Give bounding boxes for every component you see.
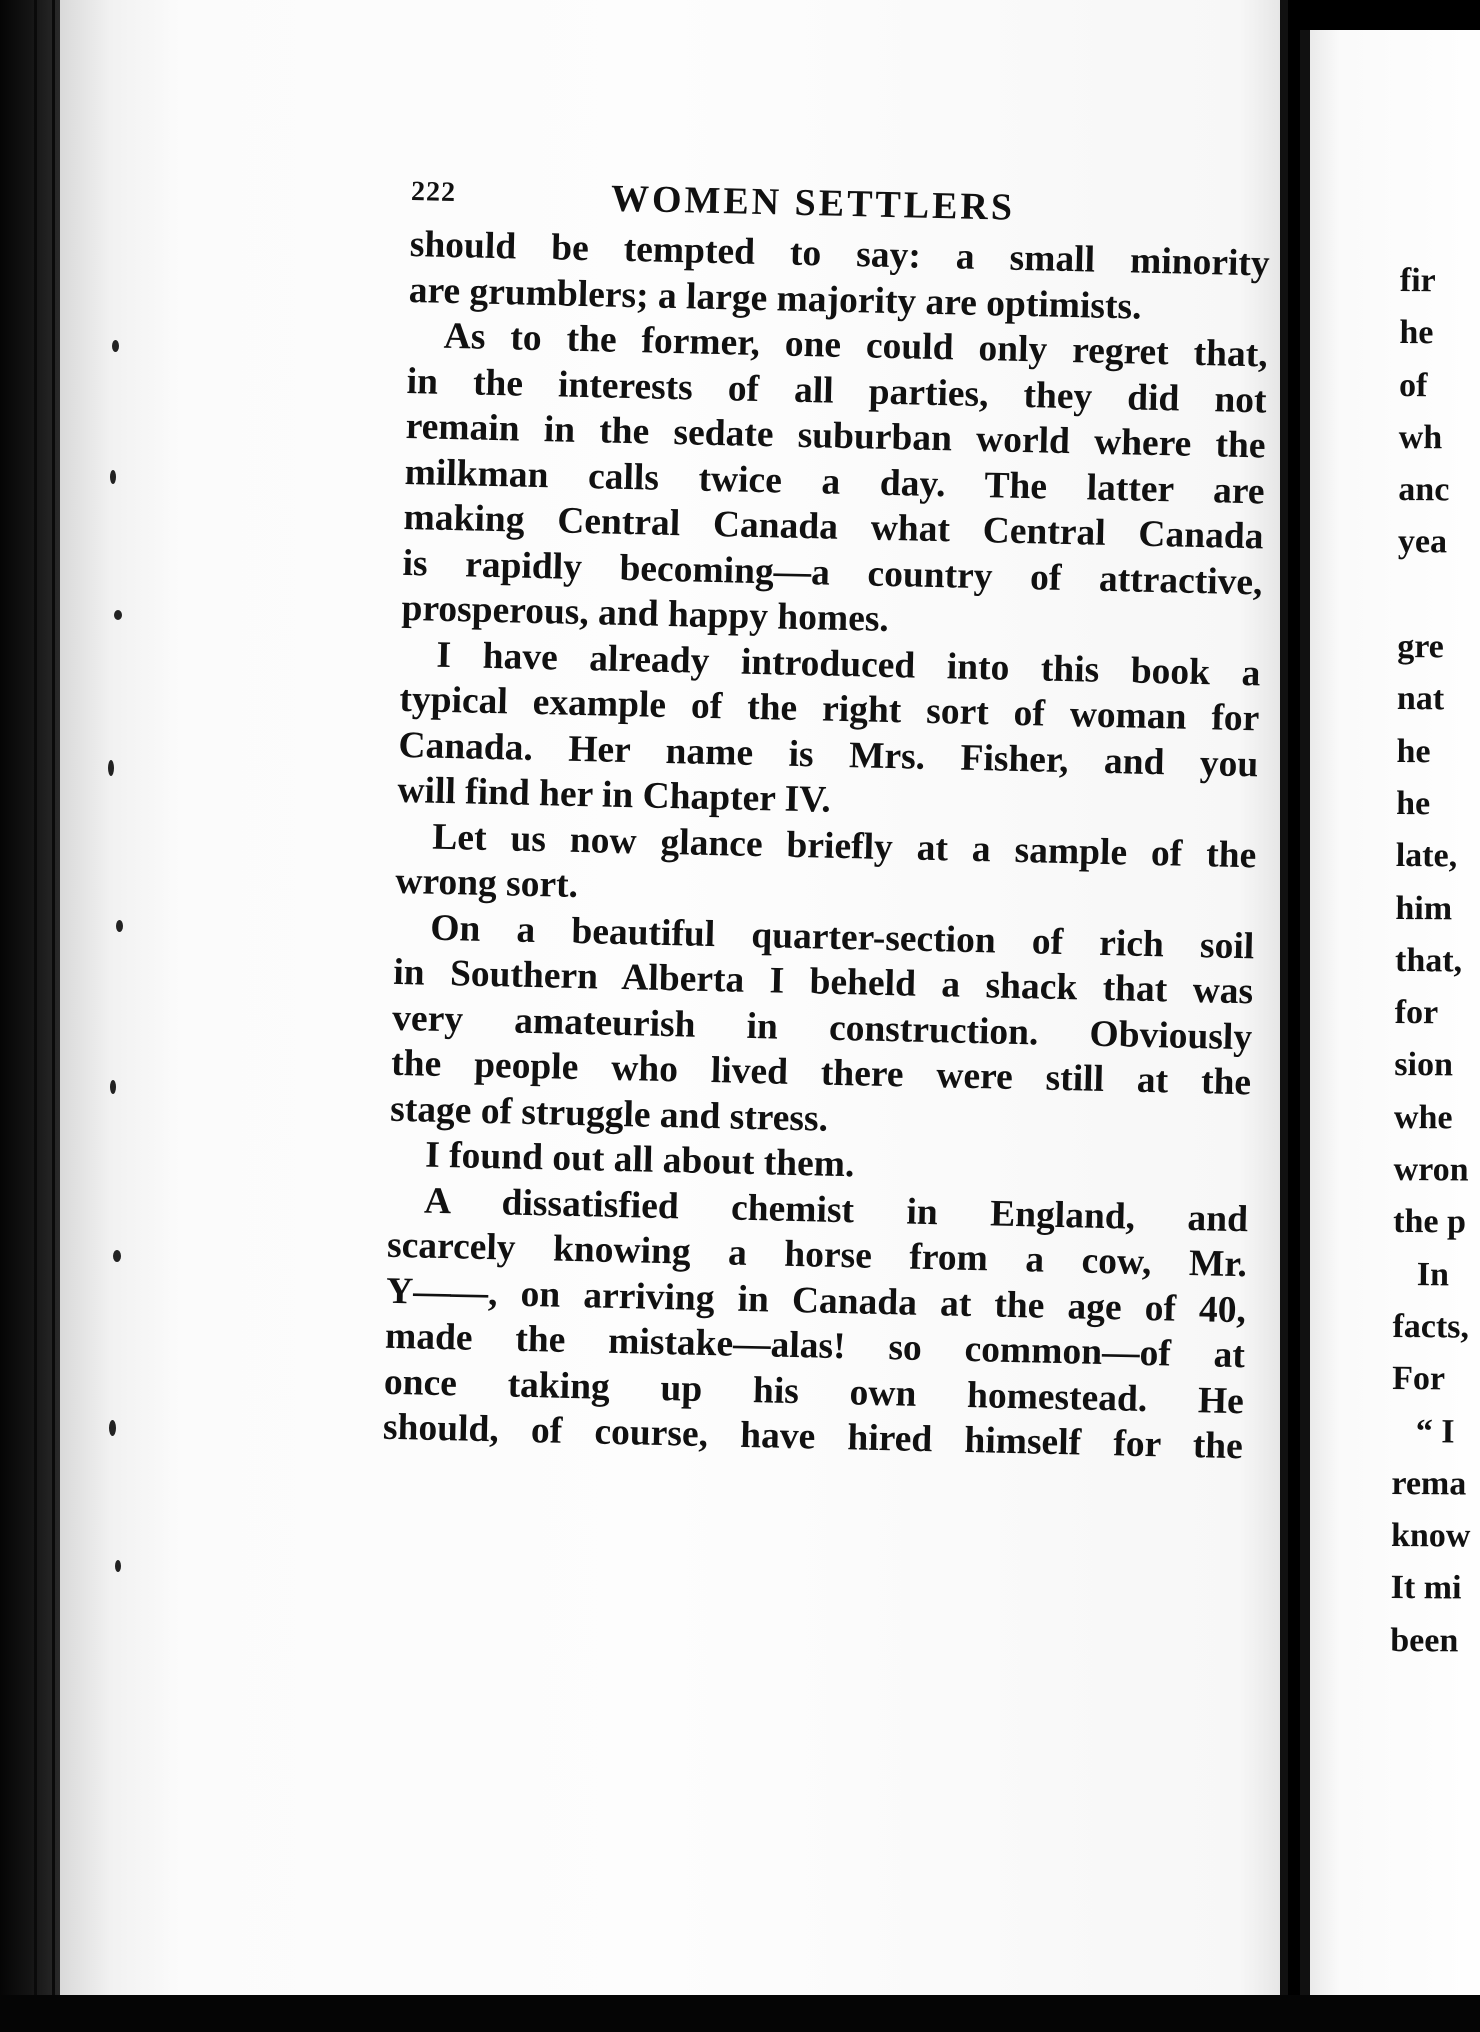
right-page-line: yea bbox=[1397, 523, 1448, 561]
page-speck bbox=[108, 760, 114, 776]
right-page-line: the p bbox=[1393, 1203, 1467, 1241]
page-speck bbox=[110, 1080, 116, 1094]
right-page-line: know bbox=[1390, 1517, 1471, 1555]
right-page-line: facts, bbox=[1392, 1307, 1470, 1346]
text-line: the people who lived there were still at the bbox=[390, 1042, 1252, 1104]
right-page-line: fir bbox=[1399, 261, 1436, 300]
text-line: As to the former, one could only regret that, bbox=[443, 315, 1269, 376]
right-page-line: wh bbox=[1398, 418, 1443, 457]
text-line: in the interests of all parties, they did not bbox=[406, 360, 1268, 421]
right-page-text bbox=[1390, 255, 1479, 1668]
text-line: Canada. Her name is Mrs. Fisher, and you bbox=[398, 724, 1259, 785]
text-line: in Southern Alberta I beheld a shack that was bbox=[392, 951, 1254, 1013]
right-page-line: For bbox=[1392, 1360, 1446, 1398]
text-line: Y——, on arriving in Canada at the age of 40, bbox=[385, 1270, 1247, 1331]
text-line: remain in the sedate suburban world where the bbox=[405, 405, 1266, 467]
text-line: A dissatisfied chemist in England, and bbox=[423, 1180, 1249, 1240]
right-page-line: him bbox=[1395, 889, 1453, 927]
text-line: will find her in Chapter IV. bbox=[397, 769, 832, 821]
page-speck bbox=[110, 470, 116, 484]
right-page-line: late, bbox=[1395, 837, 1458, 875]
text-line: typical example of the right sort of woman for bbox=[399, 678, 1260, 740]
right-page-line: for bbox=[1394, 994, 1439, 1032]
page-number: 222 bbox=[410, 176, 457, 209]
right-page-line: wron bbox=[1393, 1151, 1469, 1189]
body-text bbox=[293, 220, 1271, 1470]
text-line: Let us now glance briefly at a sample of the bbox=[431, 816, 1257, 876]
page-speck bbox=[112, 340, 119, 352]
text-line: I found out all about them. bbox=[424, 1134, 855, 1186]
page-speck bbox=[116, 920, 123, 932]
right-page-line: he bbox=[1399, 314, 1434, 352]
text-line: once taking up his own homestead. He bbox=[383, 1361, 1245, 1422]
text-line: stage of struggle and stress. bbox=[389, 1088, 829, 1140]
text-line: wrong sort. bbox=[394, 860, 579, 906]
binding-edge-line bbox=[52, 0, 55, 2032]
text-line: very amateurish in construction. Obviously bbox=[391, 997, 1253, 1058]
text-line: I have already introduced into this book a bbox=[436, 634, 1261, 694]
right-page-line: gre bbox=[1397, 628, 1444, 666]
right-page-line: whe bbox=[1393, 1098, 1453, 1137]
right-page-line: of bbox=[1398, 366, 1428, 404]
right-page-line: that, bbox=[1394, 941, 1463, 980]
page-speck bbox=[114, 610, 122, 620]
right-page-line: sion bbox=[1394, 1046, 1454, 1084]
text-line: should, of course, have hired himself for the bbox=[382, 1406, 1244, 1468]
text-line: made the mistake—alas! so common—of at bbox=[384, 1315, 1246, 1377]
page-text-block bbox=[293, 150, 1272, 1470]
page-title: WOMEN SETTLERS bbox=[610, 177, 1016, 229]
text-line: making Central Canada what Central Canada bbox=[403, 496, 1264, 558]
right-page-line bbox=[1397, 569, 1477, 622]
right-page-line: rema bbox=[1391, 1464, 1467, 1503]
text-line: milkman calls twice a day. The latter are bbox=[404, 451, 1265, 512]
right-page-line: nat bbox=[1396, 680, 1445, 718]
right-page-line: he bbox=[1396, 784, 1431, 823]
text-line: prosperous, and happy homes. bbox=[401, 587, 890, 640]
text-line: is rapidly becoming—a country of attractive, bbox=[402, 542, 1263, 603]
page-speck bbox=[109, 1420, 116, 1436]
right-page-line: he bbox=[1396, 732, 1431, 770]
right-page-line: “ I bbox=[1415, 1412, 1455, 1450]
text-line: scarcely knowing a horse from a cow, Mr. bbox=[386, 1224, 1248, 1286]
right-page-line: been bbox=[1390, 1621, 1459, 1660]
binding-edge-line bbox=[34, 0, 37, 2032]
page-speck bbox=[115, 1560, 121, 1572]
bottom-shadow bbox=[0, 1995, 1480, 2032]
text-line: should be tempted to say: a small minority bbox=[409, 224, 1271, 285]
right-page-line: It mi bbox=[1390, 1569, 1462, 1607]
text-line: are grumblers; a large majority are optimists. bbox=[408, 269, 1142, 328]
right-page bbox=[1300, 30, 1480, 2010]
text-line: On a beautiful quarter-section of rich soil bbox=[429, 907, 1255, 967]
right-page-line: In bbox=[1416, 1255, 1450, 1294]
right-page-line: anc bbox=[1398, 471, 1450, 509]
page-speck bbox=[113, 1250, 121, 1262]
